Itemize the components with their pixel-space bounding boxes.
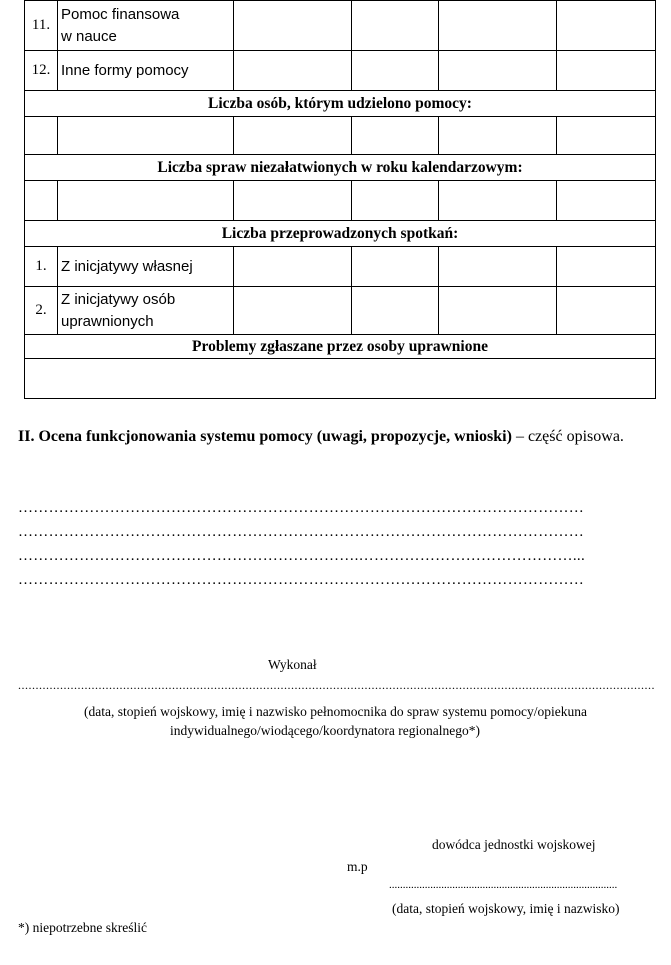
section2-heading xyxy=(18,425,656,448)
row-label-line: uprawnionych xyxy=(61,312,154,330)
header-persons: Liczba osób, którym udzielono pomocy: xyxy=(25,91,656,117)
table-cell[interactable] xyxy=(439,117,557,155)
table-cell[interactable] xyxy=(234,247,352,287)
row-label xyxy=(58,287,234,335)
table-cell[interactable] xyxy=(439,51,557,91)
table-cell[interactable] xyxy=(557,117,656,155)
section-header-row xyxy=(25,221,656,247)
signature-line[interactable]: ...................................................................................................................................................................................... xyxy=(18,678,655,692)
problems-cell[interactable] xyxy=(25,359,656,399)
table-cell[interactable] xyxy=(352,51,439,91)
signature-caption-1: (data, stopień wojskowy, imię i nazwisko pełnomocnika do spraw systemu pomocy/opiekuna xyxy=(83,704,588,719)
table-cell[interactable] xyxy=(439,1,557,51)
table-cell[interactable] xyxy=(557,247,656,287)
table-cell[interactable] xyxy=(557,1,656,51)
table-cell[interactable] xyxy=(439,181,557,221)
commander-signature-line[interactable]: ................................................................................... xyxy=(389,879,618,891)
table-cell[interactable] xyxy=(234,1,352,51)
table-row xyxy=(25,247,656,287)
table-cell[interactable] xyxy=(234,181,352,221)
table-cell[interactable] xyxy=(557,51,656,91)
header-problems: Problemy zgłaszane przez osoby uprawnione xyxy=(25,335,656,359)
table-cell[interactable] xyxy=(352,117,439,155)
table-cell[interactable] xyxy=(25,117,58,155)
dotted-line[interactable]: ………………………………………………………….……………………………………... xyxy=(18,548,585,564)
wykonal-label: Wykonał xyxy=(268,657,317,672)
table-cell[interactable] xyxy=(234,117,352,155)
table-row xyxy=(25,51,656,91)
mp-label: m.p xyxy=(347,859,368,874)
table-cell[interactable] xyxy=(234,51,352,91)
row-number: 2. xyxy=(25,287,58,335)
dotted-line[interactable]: ………………………………………………………………………………………………… xyxy=(18,500,585,516)
dotted-line[interactable]: ………………………………………………………………………………………………… xyxy=(18,572,585,588)
table-cell[interactable] xyxy=(439,247,557,287)
table-cell[interactable] xyxy=(352,1,439,51)
row-label: Inne formy pomocy xyxy=(58,51,234,91)
section-header-row xyxy=(25,335,656,359)
table-cell[interactable] xyxy=(557,287,656,335)
table-cell[interactable] xyxy=(58,181,234,221)
row-label: Z inicjatywy własnej xyxy=(58,247,234,287)
footnote: *) niepotrzebne skreślić xyxy=(18,920,147,935)
table-row xyxy=(25,287,656,335)
table-cell[interactable] xyxy=(58,117,234,155)
row-number: 11. xyxy=(25,1,58,51)
table-row xyxy=(25,359,656,399)
table-cell[interactable] xyxy=(352,247,439,287)
table-cell[interactable] xyxy=(352,287,439,335)
table-cell[interactable] xyxy=(439,287,557,335)
row-label-line: w nauce xyxy=(61,27,117,45)
section-header-row xyxy=(25,155,656,181)
assistance-table xyxy=(24,0,656,399)
section2-title-bold: II. Ocena funkcjonowania systemu pomocy (uwagi, propozycje, wnioski) xyxy=(18,428,512,445)
table-cell[interactable] xyxy=(352,181,439,221)
commander-title: dowódca jednostki wojskowej xyxy=(432,837,596,852)
signature-caption-2: indywidualnego/wiodącego/koordynatora regionalnego*) xyxy=(169,723,481,738)
table-row xyxy=(25,117,656,155)
dotted-line[interactable]: ………………………………………………………………………………………………… xyxy=(18,524,585,540)
section-header-row xyxy=(25,91,656,117)
table-row xyxy=(25,181,656,221)
table-cell[interactable] xyxy=(234,287,352,335)
row-label-line: Pomoc finansowa xyxy=(61,5,180,23)
header-unresolved: Liczba spraw niezałatwionych w roku kalendarzowym: xyxy=(25,155,656,181)
row-label xyxy=(58,1,234,51)
section2-title-rest: – część opisowa. xyxy=(511,428,624,445)
row-number: 12. xyxy=(25,51,58,91)
header-meetings: Liczba przeprowadzonych spotkań: xyxy=(25,221,656,247)
table-row xyxy=(25,1,656,51)
row-label-line: Z inicjatywy osób xyxy=(61,290,176,308)
table-cell[interactable] xyxy=(557,181,656,221)
commander-caption: (data, stopień wojskowy, imię i nazwisko) xyxy=(392,901,620,916)
row-number: 1. xyxy=(25,247,58,287)
table-cell[interactable] xyxy=(25,181,58,221)
